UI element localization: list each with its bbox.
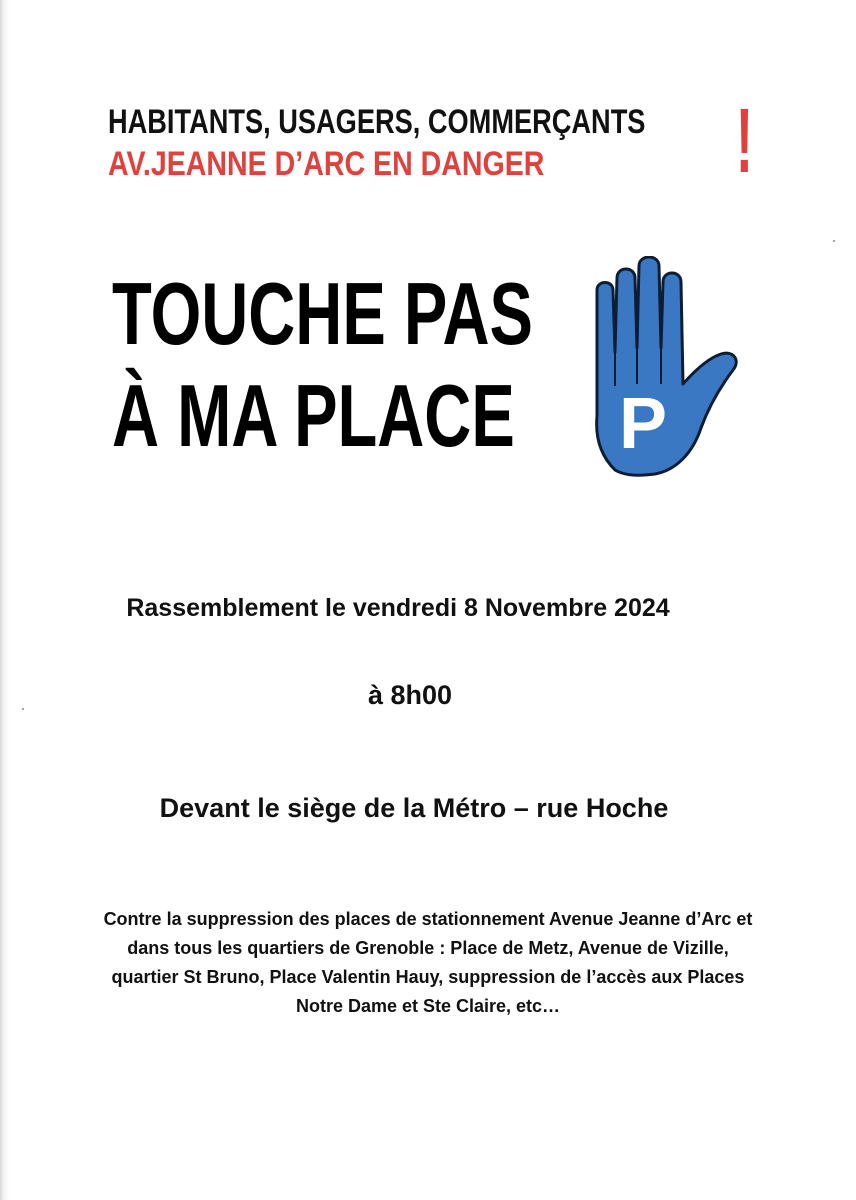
exclamation-mark: ! xyxy=(736,90,753,192)
slogan-line-1: TOUCHE PAS xyxy=(112,264,533,363)
header-warning: AV.JEANNE D’ARC EN DANGER xyxy=(108,145,545,183)
flyer-header xyxy=(100,90,780,197)
header-audience: HABITANTS, USAGERS, COMMERÇANTS xyxy=(108,103,646,141)
rally-location: Devant le siège de la Métro – rue Hoche xyxy=(159,793,669,823)
rally-time: à 8h00 xyxy=(367,680,453,710)
stop-hand-icon xyxy=(585,256,745,478)
slogan-line-2: À MA PLACE xyxy=(112,366,515,465)
protest-description: Contre la suppression des places de stationnement Avenue Jeanne d’Arc et dans tous les quartiers de Grenoble : Place de Metz, Avenue de Vizille, quartier St Bruno, Place Valentin Hauy, suppression de l’accès aux Places Notre Dame et Ste Claire, etc… xyxy=(103,909,753,1016)
parking-letter: P xyxy=(618,384,668,464)
scan-speck xyxy=(22,708,24,710)
rally-date: Rassemblement le vendredi 8 Novembre 2024 xyxy=(126,594,670,622)
scan-speck xyxy=(833,240,835,242)
